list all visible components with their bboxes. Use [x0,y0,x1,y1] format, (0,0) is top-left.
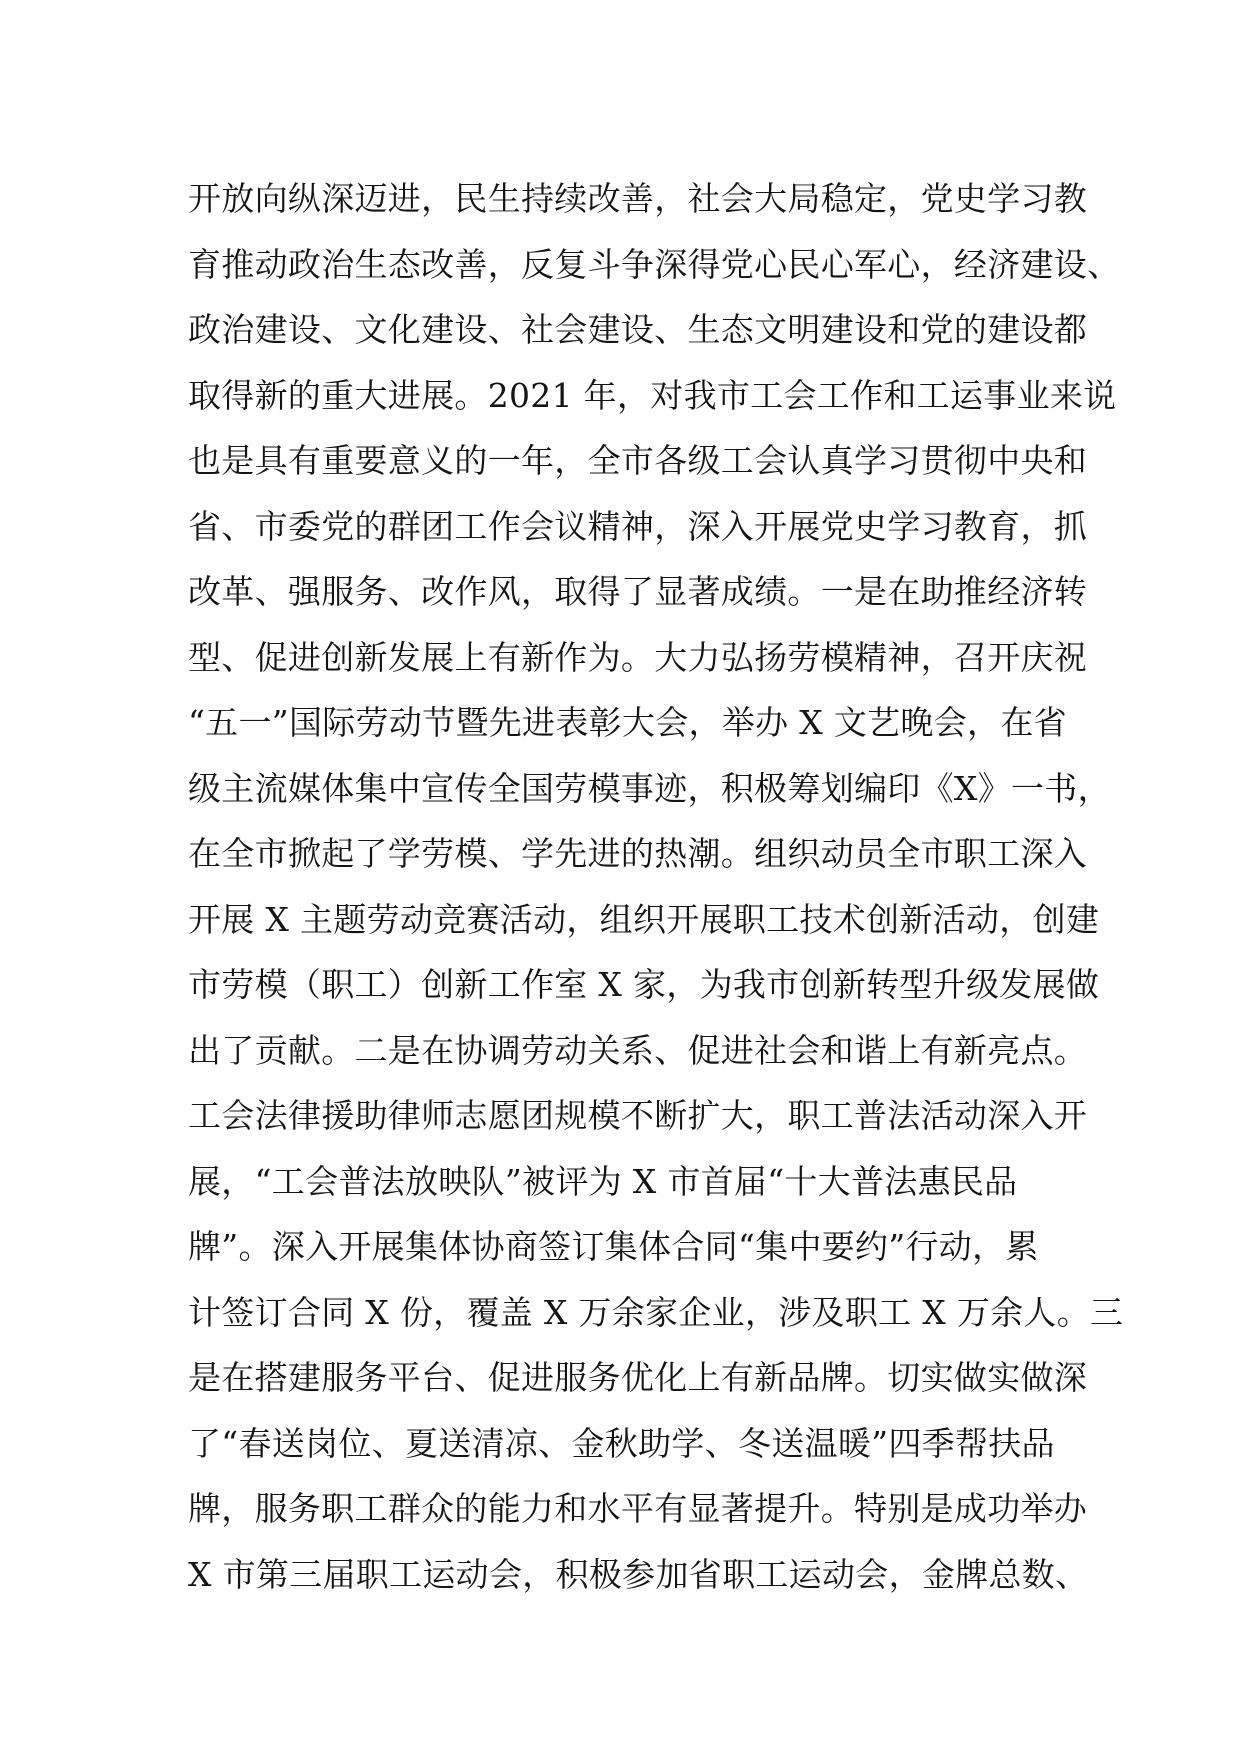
text-line: 出了贡献。二是在协调劳动关系、促进社会和谐上有新亮点。 [188,1030,1088,1070]
text-line: 牌，服务职工群众的能力和水平有显著提升。特别是成功举办 [188,1489,1088,1528]
text-line: 取得新的重大进展。2021 年，对我市工会工作和工运事业来说 [188,375,1117,415]
text-line: 改革、强服务、改作风，取得了显著成绩。一是在助推经济转 [188,572,1088,611]
text-line: 计签订合同 X 份，覆盖 X 万余家企业，涉及职工 X 万余人。三 [188,1292,1124,1332]
text-line: “五一”国际劳动节暨先进表彰大会，举办 X 文艺晚会，在省 [188,703,1067,742]
body-paragraph [188,166,1124,1607]
text-line: 政治建设、文化建设、社会建设、生态文明建设和党的建设都 [188,310,1088,349]
text-line: 级主流媒体集中宣传全国劳模事迹，积极筹划编印《X》一书， [188,768,1111,808]
text-line: 牌”。深入开展集体协商签订集体合同“集中要约”行动，累 [188,1227,1039,1266]
text-line: 省、市委党的群团工作会议精神，深入开展党史学习教育，抓 [188,506,1088,546]
text-line: 型、促进创新发展上有新作为。大力弘扬劳模精神，召开庆祝 [188,637,1088,677]
text-line: 在全市掀起了学劳模、学先进的热潮。组织动员全市职工深入 [188,834,1088,873]
text-line: 是在搭建服务平台、促进服务优化上有新品牌。切实做实做深 [188,1358,1088,1397]
text-line: 育推动政治生态改善，反复斗争深得党心民心军心，经济建设、 [188,244,1121,284]
text-line: 了“春送岗位、夏送清凉、金秋助学、冬送温暖”四季帮扶品 [188,1423,1055,1463]
text-line: 展，“工会普法放映队”被评为 X 市首届“十大普法惠民品 [188,1161,1018,1201]
text-line: 开放向纵深迈进，民生持续改善，社会大局稳定，党史学习教 [188,179,1088,218]
text-line: 也是具有重要意义的一年，全市各级工会认真学习贯彻中央和 [188,441,1088,480]
text-line: X 市第三届职工运动会，积极参加省职工运动会，金牌总数、 [188,1554,1089,1594]
text-line: 市劳模（职工）创新工作室 X 家，为我市创新转型升级发展做 [188,965,1100,1004]
text-line: 工会法律援助律师志愿团规模不断扩大，职工普法活动深入开 [188,1096,1088,1135]
text-line: 开展 X 主题劳动竞赛活动，组织开展职工技术创新活动，创建 [188,899,1100,939]
